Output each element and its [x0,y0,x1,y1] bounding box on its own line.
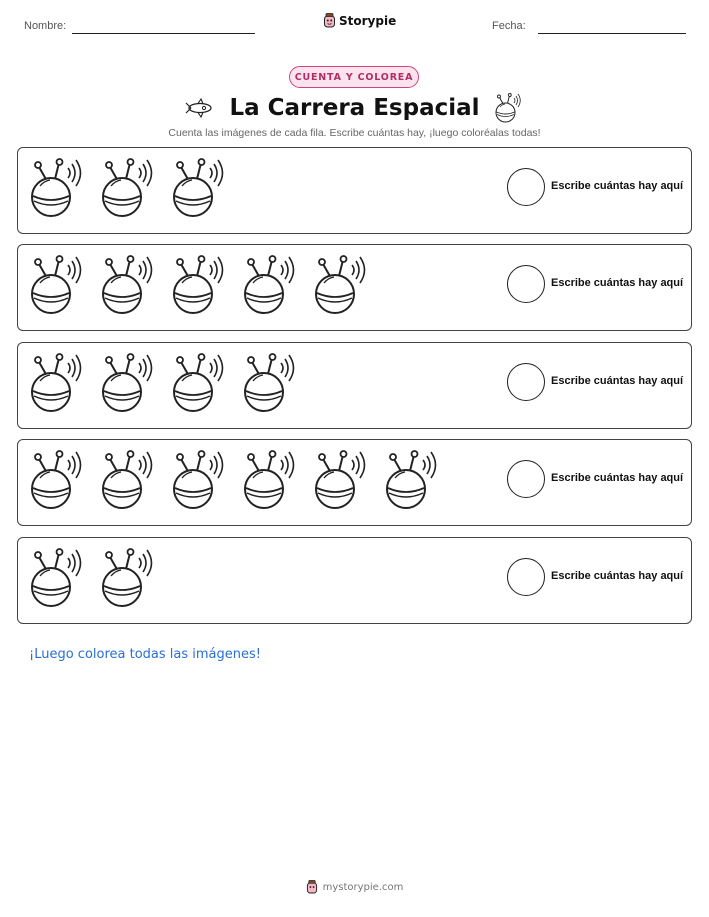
answer-circle[interactable] [507,168,545,206]
storypie-mascot-icon [306,880,318,894]
counting-row [17,537,692,624]
satellite-icon[interactable] [28,548,88,608]
satellite-icon[interactable] [170,450,230,510]
footer-url[interactable]: mystorypie.com [322,881,404,893]
footer [0,880,709,894]
counting-row [17,439,692,526]
storypie-logo [323,13,396,28]
rocket-doodle-icon [185,97,215,119]
satellite-icon[interactable] [312,450,372,510]
answer-circle[interactable] [507,265,545,303]
satellite-icon[interactable] [383,450,443,510]
row-items [28,255,372,315]
date-line[interactable] [538,33,686,34]
row-items [28,548,159,608]
answer-label: Escribe cuántas hay aquí [551,570,684,582]
satellite-icon[interactable] [99,255,159,315]
answer-circle[interactable] [507,558,545,596]
counting-row [17,147,692,234]
satellite-icon[interactable] [99,353,159,413]
name-label: Nombre: [24,20,67,32]
satellite-icon[interactable] [28,158,88,218]
row-items [28,158,230,218]
instructions: Cuenta las imágenes de cada fila. Escribe cuántas hay, ¡luego coloréalas todas! [168,127,541,139]
answer-label: Escribe cuántas hay aquí [551,277,684,289]
satellite-icon[interactable] [99,158,159,218]
answer-label: Escribe cuántas hay aquí [551,180,684,192]
satellite-icon[interactable] [241,353,301,413]
storypie-mascot-icon [323,13,336,28]
satellite-icon[interactable] [170,353,230,413]
activity-badge: CUENTA Y COLOREA [289,66,419,88]
satellite-icon[interactable] [170,158,230,218]
answer-circle[interactable] [507,460,545,498]
counting-row [17,342,692,429]
satellite-icon[interactable] [28,450,88,510]
page-title: La Carrera Espacial [229,95,480,121]
row-items [28,353,301,413]
answer-label: Escribe cuántas hay aquí [551,375,684,387]
answer-label: Escribe cuántas hay aquí [551,472,684,484]
satellite-icon[interactable] [99,450,159,510]
footer-instruction: ¡Luego colorea todas las imágenes! [29,647,261,662]
satellite-doodle-icon [494,93,524,123]
satellite-icon[interactable] [312,255,372,315]
satellite-icon[interactable] [241,450,301,510]
title-row [0,90,709,126]
satellite-icon[interactable] [99,548,159,608]
date-label: Fecha: [492,20,526,32]
satellite-icon[interactable] [170,255,230,315]
row-items [28,450,443,510]
satellite-icon[interactable] [28,353,88,413]
name-line[interactable] [72,33,255,34]
brand-name: Storypie [339,13,397,28]
counting-row [17,244,692,331]
satellite-icon[interactable] [28,255,88,315]
answer-circle[interactable] [507,363,545,401]
satellite-icon[interactable] [241,255,301,315]
